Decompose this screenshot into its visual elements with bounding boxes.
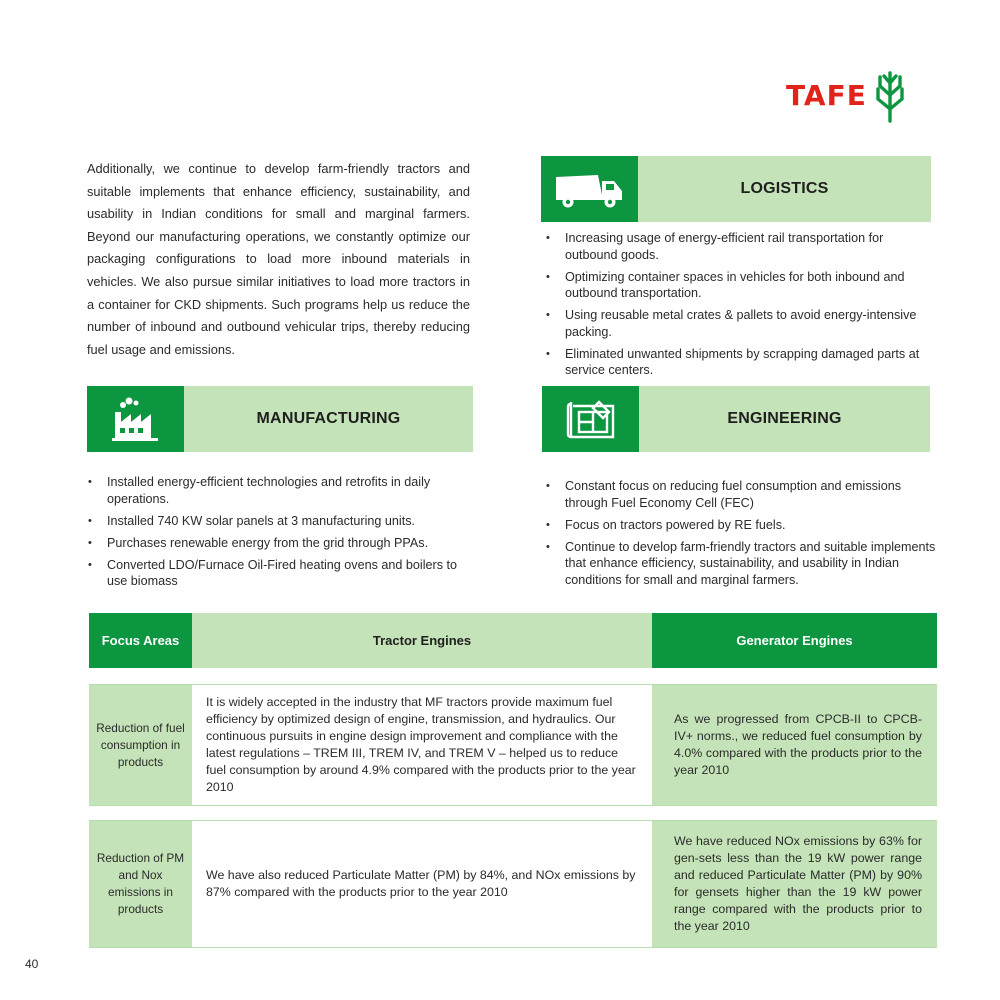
list-item: • Focus on tractors powered by RE fuels. xyxy=(546,517,938,534)
list-item: • Using reusable metal crates & pallets to avoid energy-intensive packing. xyxy=(546,307,938,340)
intro-paragraph: Additionally, we continue to develop farm-friendly tractors and suitable implements that enhance efficiency, sustainability, and usability in Indian conditions for small and marginal farmers. Beyond our manufacturing operations, we constantly optimize our packaging configurations to load more inbound materials in vehicles. We also pursue similar initiatives to load more tractors in a container for CKD shipments. Such programs help us reduce the number of inbound and outbound vehicular trips, thereby reducing fuel usage and emissions. xyxy=(87,161,470,357)
engineering-header xyxy=(542,386,930,452)
table-row xyxy=(89,684,937,806)
list-item: • Installed 740 KW solar panels at 3 manufacturing units. xyxy=(88,513,468,530)
logistics-header xyxy=(541,156,931,222)
manufacturing-list xyxy=(88,474,468,595)
table-row xyxy=(89,820,937,948)
logistics-title: LOGISTICS xyxy=(740,180,829,197)
truck-icon xyxy=(554,169,626,209)
page-number: 40 xyxy=(25,957,39,971)
manufacturing-title: MANUFACTURING xyxy=(256,410,401,427)
tafe-logo xyxy=(786,66,936,124)
table-cell-focus: Reduction of fuel consumption in products xyxy=(89,685,192,805)
blueprint-icon xyxy=(565,398,617,440)
table-cell-focus: Reduction of PM and Nox emissions in products xyxy=(89,821,192,947)
factory-icon xyxy=(111,396,161,442)
manufacturing-icon-box xyxy=(87,386,184,452)
table-header-generator: Generator Engines xyxy=(652,613,937,668)
engineering-list xyxy=(546,478,938,594)
engineering-icon-box xyxy=(542,386,639,452)
list-item: • Converted LDO/Furnace Oil-Fired heating ovens and boilers to use biomass xyxy=(88,557,468,590)
list-item: • Installed energy-efficient technologies and retrofits in daily operations. xyxy=(88,474,468,507)
table-header-tractor: Tractor Engines xyxy=(192,613,652,668)
list-item: • Continue to develop farm-friendly tractors and suitable implements that enhance efficiency, sustainability, and usability in Indian conditions for small and marginal farmers. xyxy=(546,539,938,589)
table-header-focus: Focus Areas xyxy=(89,613,192,668)
logo-wordmark: TAFE xyxy=(786,78,867,112)
list-item: • Purchases renewable energy from the grid through PPAs. xyxy=(88,535,468,552)
engineering-title: ENGINEERING xyxy=(727,410,842,427)
logistics-icon-box xyxy=(541,156,638,222)
manufacturing-header xyxy=(87,386,473,452)
table-cell-generator: We have reduced NOx emissions by 63% for gen-sets less than the 19 kW power range and reduced Particulate Matter (PM) by 90% for gensets higher than the 19 kW power range compared with the products prior to the year 2010 xyxy=(652,821,937,947)
list-item: • Optimizing container spaces in vehicles for both inbound and outbound transportation. xyxy=(546,269,938,302)
list-item: • Constant focus on reducing fuel consumption and emissions through Fuel Economy Cell (FEC) xyxy=(546,478,938,511)
list-item: • Eliminated unwanted shipments by scrapping damaged parts at service centers. xyxy=(546,346,938,379)
table-cell-generator: As we progressed from CPCB-II to CPCB-IV+ norms., we reduced fuel consumption by 4.0% compared with the products prior to the year 2010 xyxy=(652,685,937,805)
table-cell-tractor: We have also reduced Particulate Matter (PM) by 84%, and NOx emissions by 87% compared with the products prior to the year 2010 xyxy=(192,821,652,947)
leaf-icon xyxy=(873,67,907,123)
logistics-list xyxy=(546,230,938,384)
list-item: • Increasing usage of energy-efficient rail transportation for outbound goods. xyxy=(546,230,938,263)
table-cell-tractor: It is widely accepted in the industry that MF tractors provide maximum fuel efficiency by optimized design of engine, transmission, and hydraulics. Our continuous pursuits in engine design improvement and compliance with the latest regulations – TREM III, TREM IV, and TREM V – helped us to reduce fuel consumption by around 4.9% compared with the products prior to the year 2010 xyxy=(192,685,652,805)
